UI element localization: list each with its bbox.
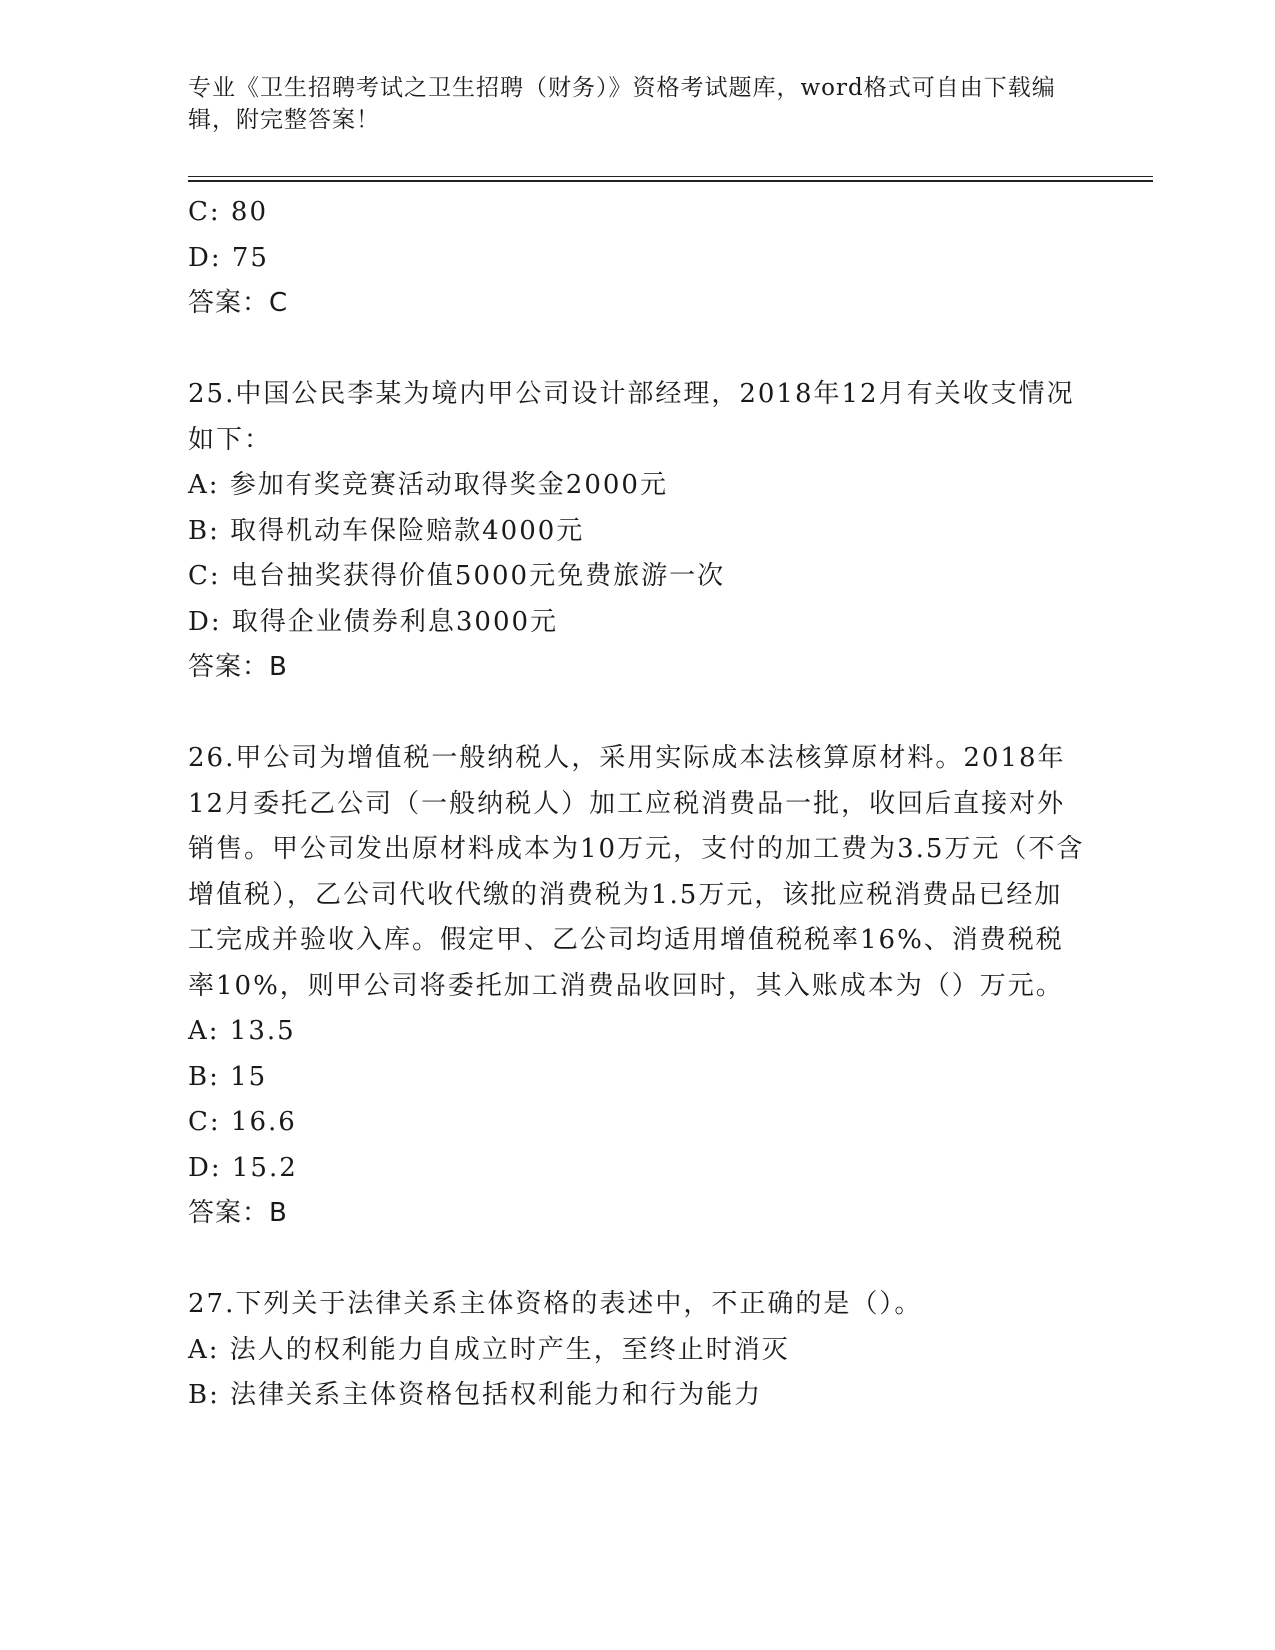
spacer (188, 327, 1088, 373)
spacer (188, 691, 1088, 737)
question-stem: 27.下列关于法律关系主体资格的表述中，不正确的是（）。 (188, 1289, 923, 1319)
option-a: A: 13.5 (188, 1016, 296, 1046)
question-27 (188, 1282, 1088, 1419)
option-a: A: 参加有奖竞赛活动取得奖金2000元 (188, 470, 668, 500)
option-c: C: 80 (188, 197, 269, 227)
option-a: A: 法人的权利能力自成立时产生，至终止时消灭 (188, 1334, 790, 1365)
option-d: D: 15.2 (188, 1152, 298, 1183)
question-stem: 26.甲公司为增值税一般纳税人，采用实际成本法核算原材料。2018年12月委托乙公司（一般纳税人）加工应税消费品一批，收回后直接对外销售。甲公司发出原材料成本为10万元，支付的加工费为3.5万元（不含增值税），乙公司代收代缴的消费税为1.5万元，该批应税消费品已经加工完成并验收入库。假定甲、乙公司均适用增值税税率16%、消费税税率10%，则甲公司将委托加工消费品收回时，其入账成本为（）万元。 (188, 743, 1085, 1001)
option-b: B: 取得机动车保险赔款4000元 (188, 515, 585, 546)
answer: 答案：C (188, 288, 289, 318)
option-b: B: 15 (188, 1061, 268, 1092)
question-25 (188, 372, 1088, 691)
header-rule-thick (188, 180, 1153, 182)
option-d: D: 取得企业债券利息3000元 (188, 606, 559, 637)
question-24-tail (188, 190, 1088, 327)
question-content (188, 190, 1088, 1419)
option-c: C: 电台抽奖获得价值5000元免费旅游一次 (188, 561, 726, 591)
spacer (188, 1237, 1088, 1283)
answer: 答案：B (188, 652, 288, 682)
header-rule-thin (188, 176, 1153, 177)
answer: 答案：B (188, 1198, 288, 1228)
option-d: D: 75 (188, 242, 269, 273)
option-c: C: 16.6 (188, 1107, 297, 1137)
question-stem: 25.中国公民李某为境内甲公司设计部经理，2018年12月有关收支情况如下： (188, 379, 1075, 455)
document-header: 专业《卫生招聘考试之卫生招聘（财务）》资格考试题库，word格式可自由下载编辑，附完整答案！ (188, 75, 1056, 133)
question-26 (188, 736, 1088, 1237)
option-b: B: 法律关系主体资格包括权利能力和行为能力 (188, 1380, 763, 1410)
